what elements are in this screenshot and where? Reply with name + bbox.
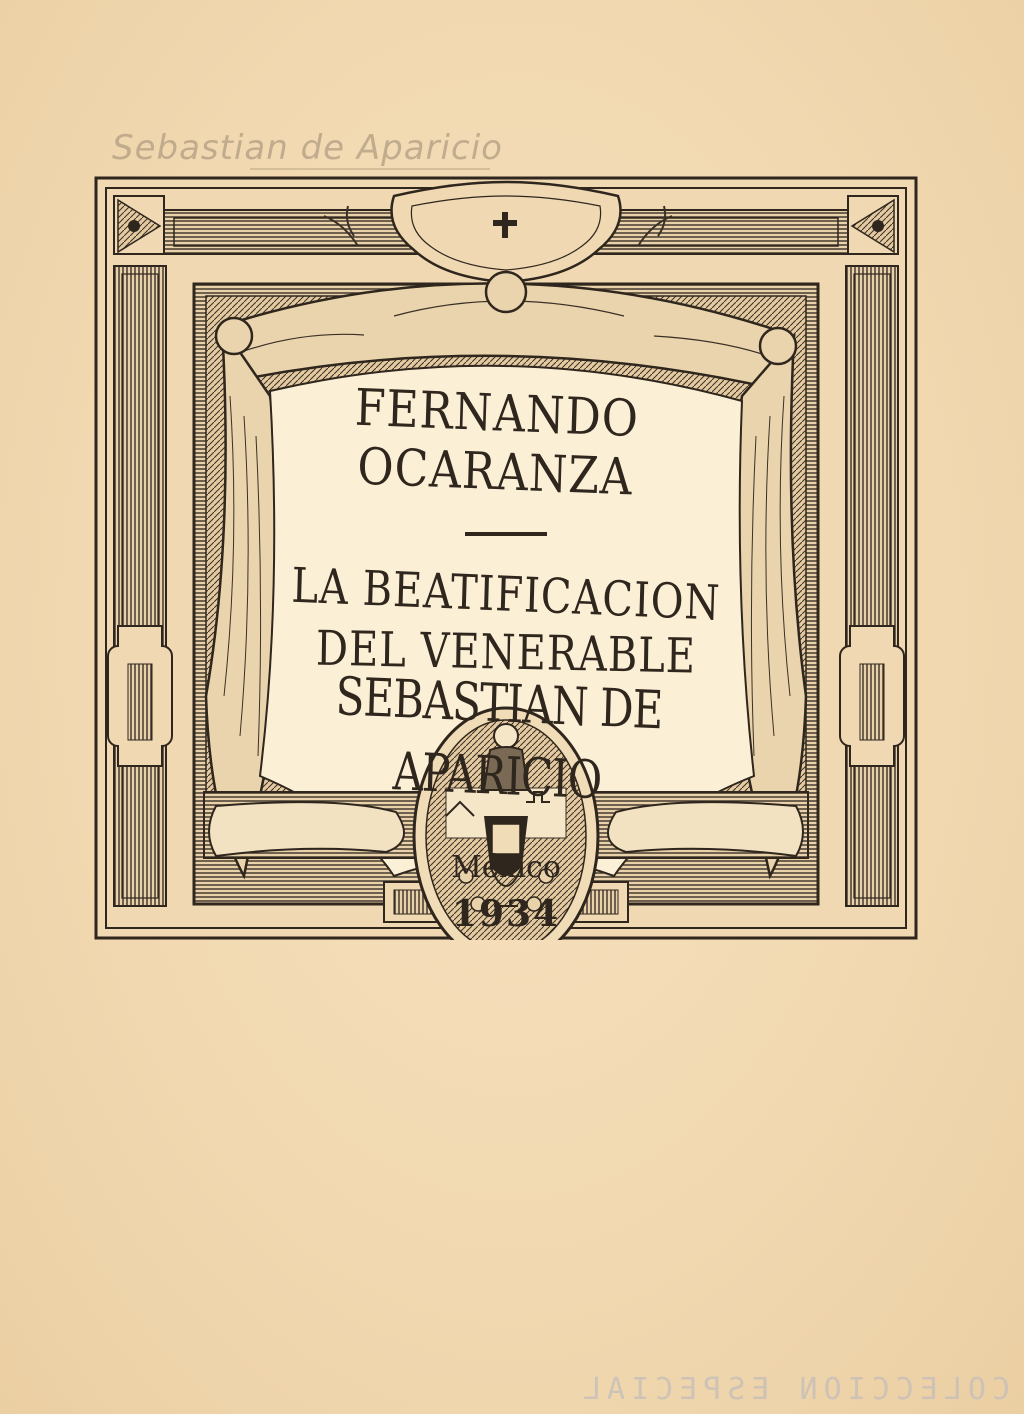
author-name: FERNANDO OCARANZA (354, 378, 640, 508)
title-text-block (270, 378, 742, 935)
title-rule (465, 532, 547, 536)
engraved-title-plate (94, 176, 918, 940)
pencil-underline (250, 168, 490, 170)
title-line-3: SEBASTIAN DE APARICIO (334, 665, 664, 811)
handwritten-pencil-note: Sebastian de Aparicio (112, 128, 503, 168)
title-line-2: DEL VENERABLE (315, 621, 697, 685)
library-stamp: COLECCION ESPECIAL (576, 1372, 1010, 1407)
publication-place: México (451, 850, 561, 885)
title-line-1: LA BEATIFICACION (290, 558, 722, 632)
publication-year: 1934 (451, 893, 561, 935)
